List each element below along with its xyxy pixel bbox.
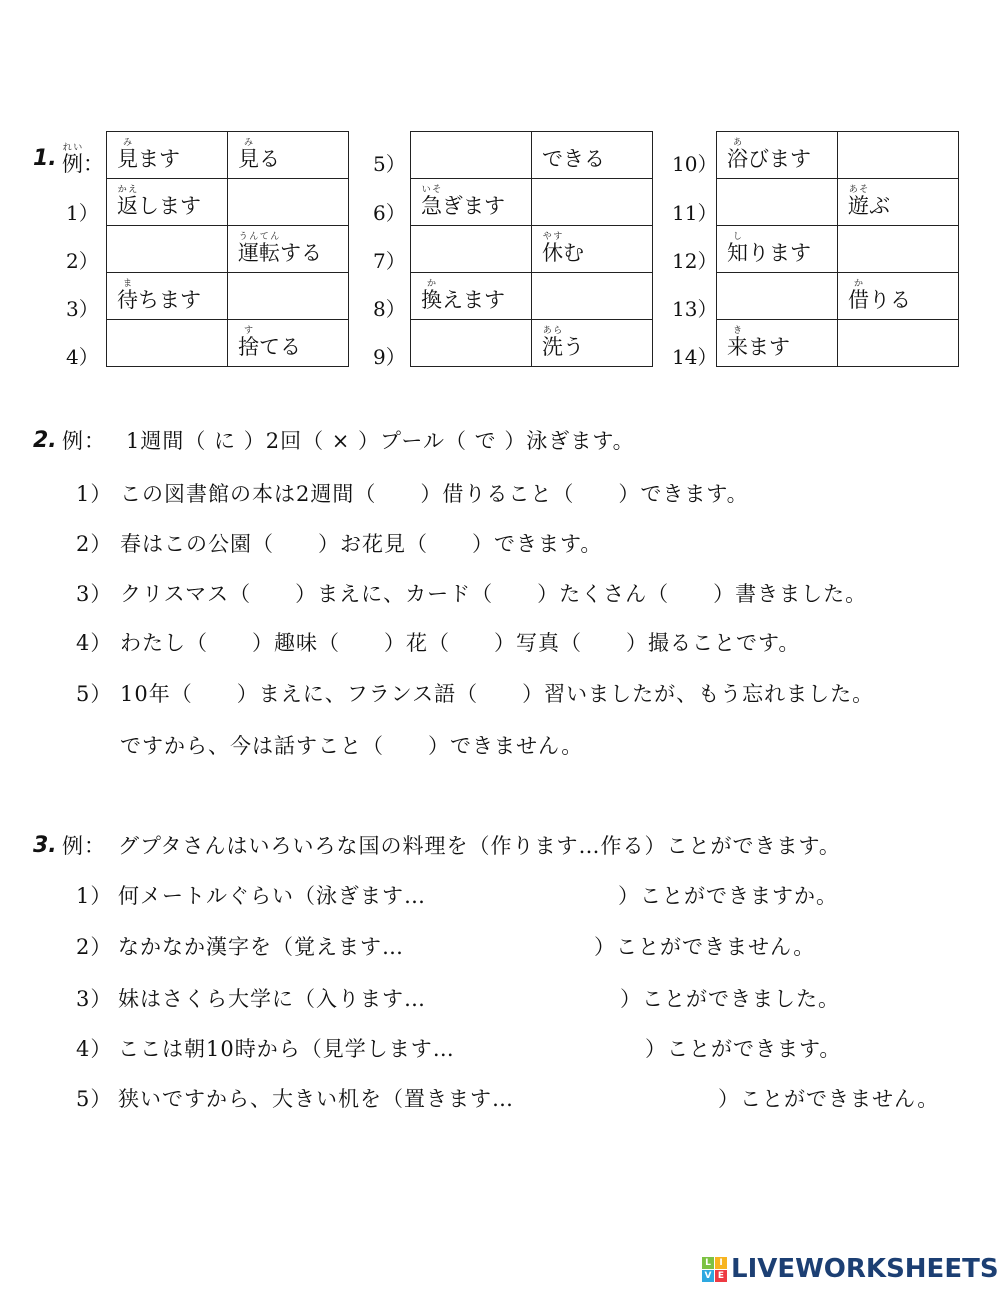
example-sentence: 1週間（ に ）2回（ × ）プール（ で ）泳ぎます。 [126, 429, 635, 453]
dict-cell: 休やすむ [532, 226, 653, 273]
example-sentence: グプタさんはいろいろな国の料理を（作ります…作る）ことができます。 [118, 834, 841, 858]
sentence-suffix: ）ことができません。 [594, 935, 816, 959]
example-label: 例： [62, 834, 106, 858]
item-number: 5） [76, 682, 113, 706]
fill-in-sentence[interactable]: クリスマス（ ）まえに、カード（ ）たくさん（ ）書きました。 [120, 582, 868, 606]
section-number: 3. [33, 833, 57, 858]
row-number: 12） [672, 249, 718, 273]
answer-cell-masu[interactable] [107, 320, 228, 367]
answer-cell-dict[interactable] [228, 179, 349, 226]
section-number: 1. [33, 146, 57, 171]
example-label: 例： [62, 429, 106, 453]
row-number: 9） [373, 345, 406, 369]
sentence-suffix: ）ことができません。 [718, 1087, 940, 1111]
masu-cell: 急いそぎます [411, 179, 532, 226]
dict-cell: 捨すてる [228, 320, 349, 367]
example-masu-cell: 見みます [107, 132, 228, 179]
dict-cell: 運転うんてんする [228, 226, 349, 273]
answer-cell-dict[interactable] [838, 226, 959, 273]
sentence-suffix: ）ことができます。 [645, 1037, 842, 1061]
verb-table-3 [716, 131, 959, 367]
masu-cell: 換かえます [411, 273, 532, 320]
row-number: 8） [373, 297, 406, 321]
sentence-prefix: 狭いですから、大きい机を（置きます… [118, 1087, 514, 1111]
answer-cell-dict[interactable] [532, 273, 653, 320]
dict-cell: 借かりる [838, 273, 959, 320]
logo-text: LIVEWORKSHEETS [731, 1254, 999, 1284]
masu-cell: 浴あびます [717, 132, 838, 179]
item-number: 4） [76, 1037, 113, 1061]
masu-cell: 返かえします [107, 179, 228, 226]
item-number: 3） [76, 987, 113, 1011]
answer-cell-masu[interactable] [411, 320, 532, 367]
sentence-prefix: 何メートルぐらい（泳ぎます… [118, 884, 426, 908]
item-number: 2） [76, 935, 113, 959]
row-number: 7） [373, 249, 406, 273]
verb-table-1 [106, 131, 349, 367]
sentence-suffix: ）ことができました。 [620, 987, 840, 1011]
answer-cell-masu[interactable] [411, 226, 532, 273]
row-number: 5） [373, 152, 406, 176]
fill-in-sentence[interactable]: この図書館の本は2週間（ ）借りること（ ）できます。 [120, 482, 749, 506]
answer-cell-dict[interactable] [532, 179, 653, 226]
item-number: 4） [76, 631, 113, 655]
row-number: 13） [672, 297, 718, 321]
row-number: 11） [672, 201, 718, 225]
dict-cell: 洗あらう [532, 320, 653, 367]
fill-in-sentence[interactable]: 春はこの公園（ ）お花見（ ）できます。 [120, 532, 603, 556]
item-number: 2） [76, 532, 113, 556]
example-dict-cell: 見みる [228, 132, 349, 179]
row-number: 14） [672, 345, 718, 369]
item-number: 3） [76, 582, 113, 606]
sentence-prefix: ここは朝10時から（見学します… [118, 1037, 455, 1061]
fill-in-sentence[interactable]: わたし（ ）趣味（ ）花（ ）写真（ ）撮ることです。 [120, 631, 801, 655]
item-number: 1） [76, 884, 113, 908]
masu-cell: 来きます [717, 320, 838, 367]
answer-cell-masu[interactable] [411, 132, 532, 179]
row-number: 10） [672, 152, 718, 176]
section-number: 2. [33, 428, 57, 453]
verb-table-2 [410, 131, 653, 367]
row-number: 4） [66, 345, 99, 369]
answer-cell-dict[interactable] [838, 132, 959, 179]
answer-cell-masu[interactable] [717, 179, 838, 226]
dict-cell: できる [532, 132, 653, 179]
logo-blocks-icon: L I V E [702, 1257, 727, 1282]
row-number: 3） [66, 297, 99, 321]
example-label: 例れい： [62, 143, 104, 176]
answer-cell-dict[interactable] [838, 320, 959, 367]
item-number: 1） [76, 482, 113, 506]
sentence-suffix: ）ことができますか。 [618, 884, 838, 908]
row-number: 6） [373, 201, 406, 225]
fill-in-sentence[interactable]: 10年（ ）まえに、フランス語（ ）習いましたが、もう忘れました。 [120, 682, 875, 706]
liveworksheets-logo [702, 1254, 999, 1284]
masu-cell: 知しります [717, 226, 838, 273]
sentence-prefix: 妹はさくら大学に（入ります… [118, 987, 426, 1011]
dict-cell: 遊あそぶ [838, 179, 959, 226]
sentence-prefix: なかなか漢字を（覚えます… [118, 935, 404, 959]
row-number: 2） [66, 249, 99, 273]
masu-cell: 待まちます [107, 273, 228, 320]
answer-cell-masu[interactable] [107, 226, 228, 273]
answer-cell-masu[interactable] [717, 273, 838, 320]
item-number: 5） [76, 1087, 113, 1111]
fill-in-sentence-continuation[interactable]: ですから、今は話すこと（ ）できません。 [120, 734, 584, 758]
row-number: 1） [66, 201, 99, 225]
answer-cell-dict[interactable] [228, 273, 349, 320]
